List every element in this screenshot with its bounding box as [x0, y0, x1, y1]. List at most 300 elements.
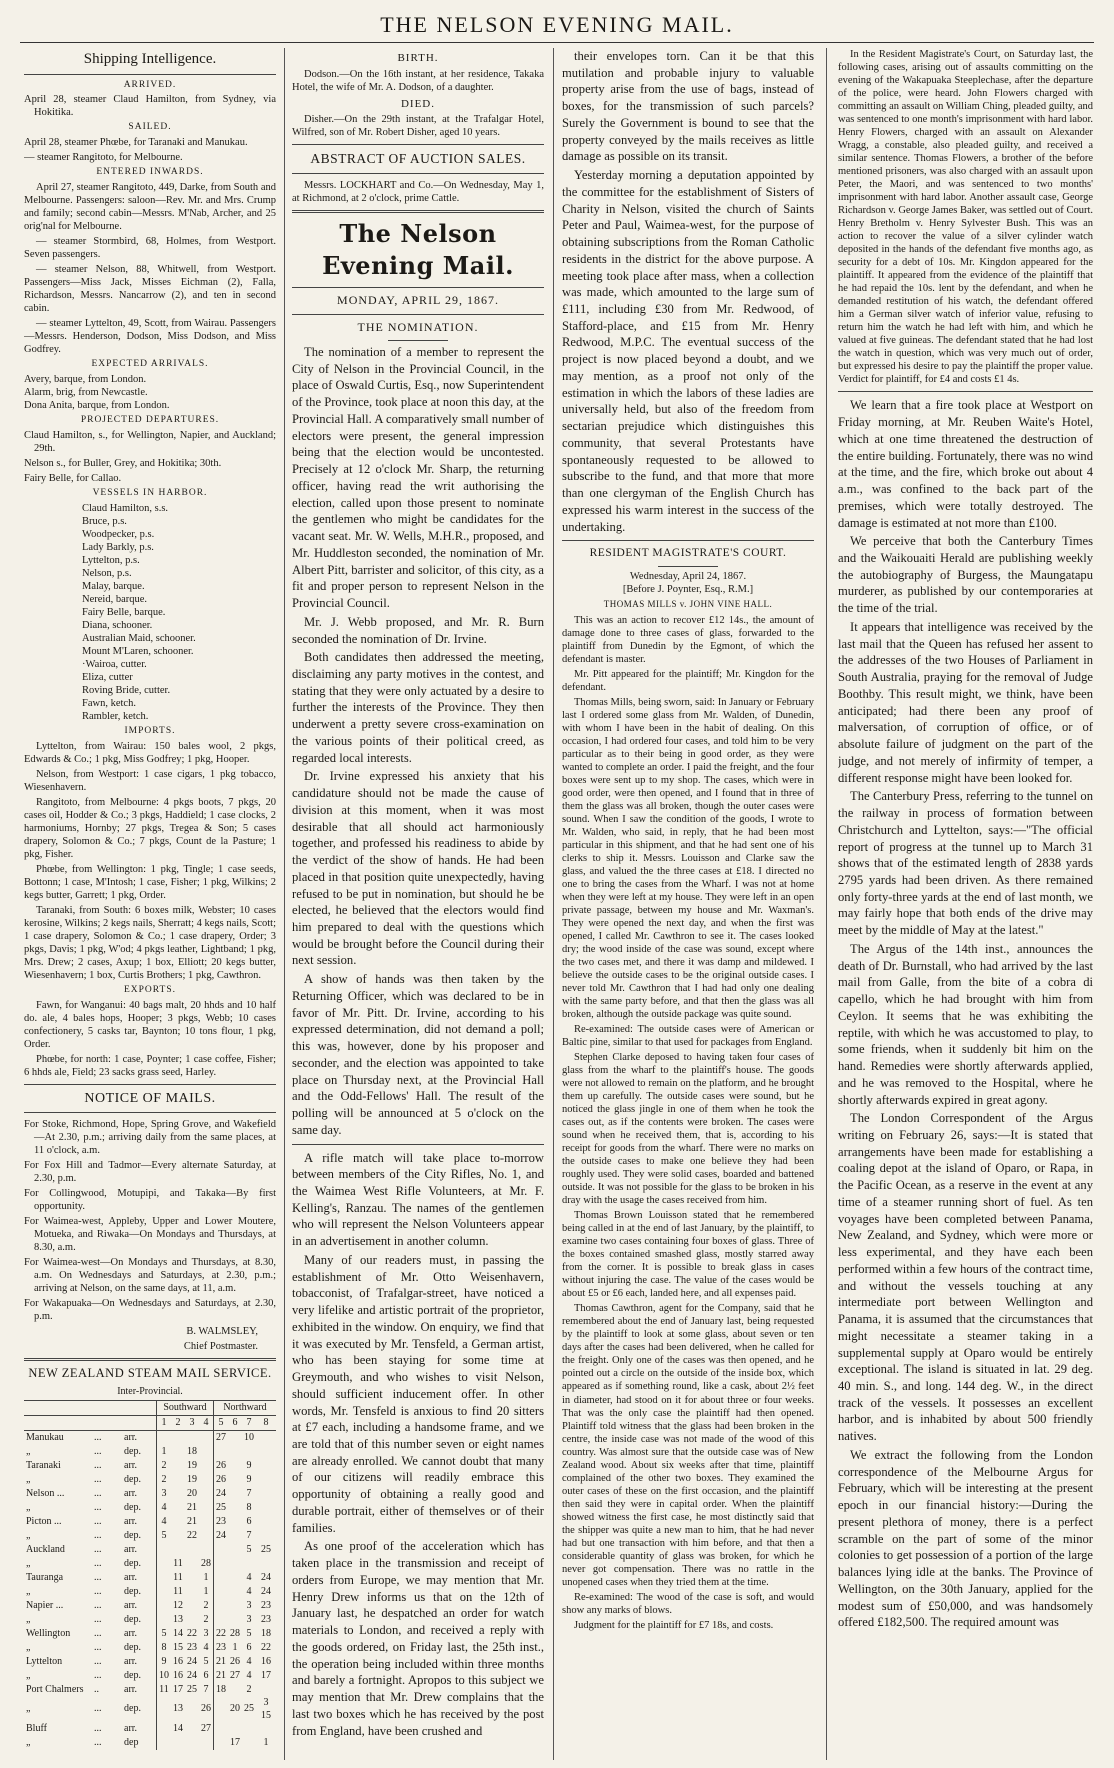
timetable-date-cell: 16 [173, 1656, 183, 1668]
article-paragraph: We extract the following from the London correspondence of the Melbourne Argus for February, which will be interesting at the present epoch in our financial history:—During the present plethora of money, there is a perfect scramble on the part of some of the minor colonies to get possession of a portion of the large balances lying idle at the banks. The Province of Wellington, on the 30th January, applied for the modest sum of £50,000, and was handsomely offered £182,500. The required amount was [838, 1447, 1093, 1630]
article-paragraph: The Argus of the 14th inst., announces the death of Dr. Burnstall, who had arrived by the last mail from Galle, from the bite of a cobra di capello, which he had brought with him from Ceylon. It seems that he was exhibiting the reptile, with which he was accustomed to play, to some friends, when it suddenly bit him on the hand. Remedies were shortly afterwards applied, and he was removed to the Hospital, where he shortly afterwards expired in great agony. [838, 941, 1093, 1107]
timetable-leader: ... [94, 1722, 102, 1734]
column-2 [292, 48, 544, 1760]
vessels-heading: VESSELS IN HARBOR. [92, 487, 208, 498]
timetable-leader: .. [94, 1684, 99, 1696]
timetable-port: Nelson ... [26, 1488, 65, 1500]
court-title: RESIDENT MAGISTRATE'S COURT. [589, 547, 787, 560]
divider [24, 1358, 276, 1361]
timetable-arr-dep: arr. [124, 1656, 138, 1668]
article-paragraph: Mr. J. Webb proposed, and Mr. R. Burn seconded the nomination of Dr. Irvine. [292, 614, 544, 646]
timetable-port: Bluff [26, 1722, 47, 1734]
timetable-date-cell [242, 1557, 256, 1571]
timetable-arr-dep: dep [124, 1736, 139, 1748]
court-paragraph: This was an action to recover £12 14s., the amount of damage done to three cases of glass, forwarded to the plaintiff from Dunedin by the Egmont, of which the defendant is master. [562, 614, 814, 665]
timetable-date-cell: 4 [157, 1501, 172, 1515]
court-date: Wednesday, April 24, 1867. [629, 570, 747, 582]
vessel-item: Mount M'Laren, schooner. [82, 645, 194, 657]
timetable-date-cell: 5 [157, 1529, 172, 1543]
timetable-date-cell: 18 [214, 1683, 229, 1697]
timetable-leader: ... [94, 1572, 102, 1584]
timetable-date-cell [214, 1571, 229, 1585]
timetable-col-num: 5 [214, 1416, 229, 1431]
entered-entry: — steamer Lyttelton, 49, Scott, from Wairau. Passengers—Messrs. Henderson, Dodson, Miss Dodson, and Miss Godfrey. [24, 318, 276, 356]
timetable-date-cell [199, 1487, 214, 1501]
timetable-date-cell: 21 [187, 1502, 197, 1514]
timetable-date-cell [256, 1515, 276, 1529]
timetable-row [24, 1599, 276, 1613]
timetable-date-cell: 26 [230, 1656, 240, 1668]
timetable-date-cell [256, 1722, 276, 1736]
timetable-port: „ [26, 1446, 31, 1458]
vessel-item: Rambler, ketch. [82, 710, 149, 722]
timetable-date-cell: 5 [203, 1656, 209, 1668]
timetable-date-cell [199, 1736, 214, 1750]
timetable-date-cell [242, 1445, 256, 1459]
timetable-row [24, 1557, 276, 1571]
timetable-leader: ... [94, 1614, 102, 1626]
timetable-date-cell [242, 1736, 256, 1750]
divider [562, 540, 814, 541]
timetable-date-cell: 4 [203, 1642, 209, 1654]
death-notice: Disher.—On the 29th instant, at the Trafalgar Hotel, Wilfred, son of Mr. Robert Disher, aged 10 years. [292, 114, 544, 139]
timetable-row [24, 1722, 276, 1736]
timetable-date-cell: 24 [261, 1586, 271, 1598]
timetable-date-cell [214, 1722, 229, 1736]
divider [292, 314, 544, 315]
timetable-body [24, 1431, 276, 1750]
timetable-date-cell: 3 [157, 1487, 172, 1501]
timetable-date-cell [228, 1431, 242, 1446]
timetable-date-cell: 26 [214, 1473, 229, 1487]
timetable-date-cell [171, 1501, 185, 1515]
timetable-date-cell [199, 1473, 214, 1487]
vessel-item: Bruce, p.s. [82, 515, 127, 527]
timetable-arr-dep: dep. [124, 1670, 141, 1682]
timetable-leader: ... [94, 1642, 102, 1654]
timetable-leader: ... [94, 1558, 102, 1570]
sailed-entry: April 28, steamer Phœbe, for Taranaki and Manukau. [24, 137, 248, 149]
timetable-date-cell [214, 1585, 229, 1599]
timetable-col-num: 8 [263, 1417, 269, 1429]
timetable-date-cell: 19 [187, 1460, 197, 1472]
timetable-leader: ... [94, 1600, 102, 1612]
timetable-date-cell: 16 [173, 1670, 183, 1682]
timetable-date-cell: 22 [187, 1628, 197, 1640]
auction-title: ABSTRACT OF AUCTION SALES. [310, 151, 526, 167]
timetable-port: Napier ... [26, 1600, 64, 1612]
timetable-port: Tauranga [26, 1572, 64, 1584]
timetable-arr-dep: dep. [124, 1703, 141, 1715]
timetable-arr-dep: arr. [124, 1488, 138, 1500]
timetable-date-cell: 23 [187, 1642, 197, 1654]
timetable-leader: ... [94, 1628, 102, 1640]
timetable-date-cell: 4 [246, 1656, 252, 1668]
timetable-col-num: 7 [246, 1417, 252, 1429]
projected-entry: Fairy Belle, for Callao. [24, 472, 122, 484]
timetable-row [24, 1431, 276, 1446]
projected-entry: Nelson s., for Buller, Grey, and Hokitika; 30th. [24, 457, 222, 469]
postmaster-name: B. WALMSLEY, [186, 1326, 258, 1338]
timetable-date-cell [214, 1445, 229, 1459]
article-paragraph: The London Correspondent of the Argus writing on February 26, says:—It is stated that arrangements have been made for establishing a coaling depot at the island of Oparo, or Rapa, in the Pacific Ocean, as a reserve in the event at any time of a steamer running short of fuel. As ten voyages have been completed between Panama, New Zealand, and Sydney, which were more or less experimental, and they have each been performed within a few hours of the contract time, and without the vessels touching at any intermediate port between Wellington and Panama, it is assumed that the circumstances that might necessitate a steamer taking in a supplemental supply at Oparo would be entirely exceptional. The island is situated in lat. 29 deg. 40 min. S., and long. 144 deg. W., in the direct track of the vessels. It possesses an excellent harbor, and is inhabited by about 500 friendly natives. [838, 1111, 1093, 1444]
timetable-date-cell: 11 [173, 1586, 183, 1598]
timetable-date-cell: 16 [261, 1656, 271, 1668]
timetable-date-cell [256, 1473, 276, 1487]
timetable-date-cell [199, 1515, 214, 1529]
timetable-date-cell: 15 [173, 1642, 183, 1654]
timetable-date-cell [171, 1445, 185, 1459]
timetable-date-cell: 21 [214, 1655, 229, 1669]
timetable-date-cell [157, 1557, 172, 1571]
timetable-date-cell: 24 [187, 1656, 197, 1668]
timetable-date-cell: 24 [214, 1529, 229, 1543]
divider [388, 340, 448, 341]
timetable-date-cell [228, 1515, 242, 1529]
article-paragraph: Yesterday morning a deputation appointed by the committee for the establishment of Sisters of Charity in Nelson, visited the church of Saints Peter and Paul, Waimea-west, for the purpose of obtaining subscriptions from the Roman Catholic residents in the district for the above purpose. A meeting took place after mass, when a collection was made, which amounted to the large sum of £111, including £30 from Mr. Redwood, of Stafford-place, and £15 from Mr. Henry Redwood, M.P.C. The eventual success of the project is now placed beyond a doubt, and we may mention, as a proof not only of the estimation in which the labors of these ladies are universally held, but also of the freedom from sectarian prejudice which distinguishes this community, that several Protestants have spontaneously requested to be allowed to subscribe to the fund, and that more that more than one clergyman of the English Church has expressed his warm interest in the success of the undertaking. [562, 168, 814, 534]
timetable-date-cell [185, 1543, 199, 1557]
timetable-leader: ... [94, 1736, 102, 1748]
timetable-date-cell [171, 1736, 185, 1750]
timetable-date-cell: 1 [157, 1445, 172, 1459]
northward-header: Northward [214, 1401, 277, 1416]
imports-entry: Nelson, from Westport: 1 case cigars, 1 pkg tobacco, Wiesenhavern. [24, 768, 276, 793]
article-paragraph: We perceive that both the Canterbury Times and the Waikouaiti Herald are publishing weekly the autobiography of Burgess, the Maungatapu murderer, as published by our contemporaries at the time of the trial. [838, 534, 1093, 616]
divider [292, 1144, 544, 1145]
timetable-date-cell [171, 1473, 185, 1487]
timetable-row [24, 1669, 276, 1683]
vessel-item: Nelson, p.s. [82, 567, 132, 579]
timetable-date-cell [157, 1543, 172, 1557]
timetable-date-cell [185, 1585, 199, 1599]
timetable-leader: ... [94, 1530, 102, 1542]
timetable-date-cell: 26 [214, 1459, 229, 1473]
timetable-port: Lyttelton [26, 1656, 63, 1668]
vessel-item: Fawn, ketch. [82, 697, 136, 709]
timetable-port: „ [26, 1474, 31, 1486]
timetable-date-cell [214, 1599, 229, 1613]
timetable-leader: ... [94, 1488, 102, 1500]
mail-entry: For Fox Hill and Tadmor—Every alternate Saturday, at 2.30, p.m. [24, 1160, 276, 1185]
court-paragraph: Mr. Pitt appeared for the plaintiff; Mr. Kingdon for the defendant. [562, 668, 814, 693]
timetable-date-cell [256, 1487, 276, 1501]
timetable-port: „ [26, 1558, 31, 1570]
timetable-date-cell: 21 [187, 1516, 197, 1528]
mail-entry: For Waimea-west—On Mondays and Thursdays, at 8.30, a.m. On Wednesdays and Saturdays, at 2.30, p.m.; arriving at Nelson, on the same days, at 11, a.m. [24, 1257, 276, 1295]
projected-entry: Claud Hamilton, s., for Wellington, Napier, and Auckland; 29th. [24, 429, 276, 454]
postmaster-title: Chief Postmaster. [183, 1341, 258, 1353]
timetable-leader: ... [94, 1432, 102, 1444]
timetable-arr-dep: arr. [124, 1516, 138, 1528]
arrived-heading: ARRIVED. [123, 79, 177, 90]
timetable-port: „ [26, 1614, 31, 1626]
timetable-date-cell [214, 1557, 229, 1571]
timetable-date-cell [228, 1543, 242, 1557]
timetable-date-cell: 17 [261, 1670, 271, 1682]
expected-heading: EXPECTED ARRIVALS. [91, 359, 209, 370]
timetable-date-cell [256, 1445, 276, 1459]
timetable-date-cell: 17 [173, 1684, 183, 1696]
timetable-date-cell [228, 1585, 242, 1599]
timetable-date-cell: 25 [244, 1703, 254, 1715]
divider [292, 210, 544, 213]
timetable-date-cell: 2 [203, 1600, 209, 1612]
timetable-date-cell: 8 [157, 1641, 172, 1655]
timetable-date-cell [157, 1599, 172, 1613]
exports-heading: EXPORTS. [123, 984, 177, 995]
timetable-date-cell [256, 1529, 276, 1543]
timetable-date-cell: 14 [173, 1722, 183, 1734]
timetable-arr-dep: arr. [124, 1572, 138, 1584]
timetable-date-cell: 13 [173, 1614, 183, 1626]
timetable-date-cell [157, 1722, 172, 1736]
timetable-date-cell: 18 [187, 1446, 197, 1458]
timetable-date-cell: 20 [230, 1703, 240, 1715]
timetable-port: Taranaki [26, 1460, 61, 1472]
timetable-date-cell: 4 [157, 1515, 172, 1529]
timetable-date-cell: 5 [246, 1544, 252, 1556]
timetable-date-cell: 10 [244, 1432, 254, 1444]
vessel-item: ·Wairoa, cutter. [82, 658, 147, 670]
timetable-arr-dep: arr. [124, 1600, 138, 1612]
projected-heading: PROJECTED DEPARTURES. [80, 414, 220, 425]
entered-heading: ENTERED INWARDS. [96, 167, 204, 178]
timetable-port: „ [26, 1670, 31, 1682]
timetable-arr-dep: dep. [124, 1558, 141, 1570]
birth-notice: Dodson.—On the 16th instant, at her residence, Takaka Hotel, the wife of Mr. A. Dodson, of a daughter. [292, 68, 544, 93]
timetable-date-cell: 1 [263, 1736, 269, 1748]
timetable-date-cell: 22 [214, 1627, 229, 1641]
court-paragraph: Thomas Brown Louisson stated that he remembered being called in at the end of last January, by the plaintiff, to examine two cases containing four boxes of glass. Three of the boxes contained smashed glass, mostly starred away from the corner. It is possible to break glass in cases without injuring the case. The value of the cases would be about £5 or £6 each, landed here, and all expenses paid. [562, 1210, 814, 1300]
exports-entry: Phœbe, for north: 1 case, Poynter; 1 case coffee, Fisher; 6 hhds ale, Field; 23 sacks grass seed, Harley. [24, 1053, 276, 1078]
timetable-date-cell: 19 [187, 1474, 197, 1486]
timetable-date-cell [171, 1459, 185, 1473]
timetable-date-cell [228, 1557, 242, 1571]
timetable-leader: ... [94, 1474, 102, 1486]
divider [658, 566, 718, 567]
timetable-date-cell [214, 1697, 229, 1722]
vessel-item: Fairy Belle, barque. [82, 606, 166, 618]
column-divider [826, 48, 827, 1760]
died-heading: DIED. [400, 97, 436, 110]
divider [292, 287, 544, 288]
timetable-date-cell [199, 1543, 214, 1557]
timetable-port: Picton ... [26, 1516, 62, 1528]
timetable-port: „ [26, 1530, 31, 1542]
court-paragraph: Re-examined: The wood of the case is soft, and would show any marks of blows. [562, 1591, 814, 1616]
timetable-date-cell: 9 [246, 1474, 252, 1486]
timetable-date-cell: 5 [157, 1627, 172, 1641]
timetable-port: „ [26, 1703, 31, 1715]
birth-heading: BIRTH. [397, 52, 439, 64]
timetable-date-cell: 1 [203, 1572, 209, 1584]
timetable-row [24, 1655, 276, 1669]
column-divider [284, 48, 285, 1760]
timetable-port: Auckland [26, 1544, 65, 1556]
timetable-date-cell: 1 [232, 1642, 238, 1654]
timetable-date-cell [256, 1431, 276, 1446]
timetable-date-cell: 7 [246, 1488, 252, 1500]
timetable-arr-dep: dep. [124, 1530, 141, 1542]
court-case-title: THOMAS MILLS v. JOHN VINE HALL. [603, 598, 773, 609]
entered-entry: April 27, steamer Rangitoto, 449, Darke, from South and Melbourne. Passengers: saloon—Rev. Mr. and Mrs. Crump and family; second cabin—Messrs. M'Nab, Archer, and 25 orig'nal for Melbourne. [24, 181, 276, 232]
court-report: In the Resident Magistrate's Court, on Saturday last, the following cases, arising out of assaults committing on the evening of the Wakapuaka Steeplechase, after the departure of the police, were heard. John Flowers charged with committing an assault on William Ching, pleaded guilty, and was sentenced to one month's imprisonment with hard labor. Henry Flowers, charged with an assault on Alexander Wragg, a constable, also pleaded guilty, and received a similar sentence. Thomas Flowers, a brother of the before mentioned prisoners, was also charged with an assault upon Peter, the Maori, and was sentenced to two months' imprisonment with hard labor. Another assault case, George Richardson v. George James Baker, was settled out of Court. Henry Bretholm v. Henry Sylvester Bush. This was an action to recover the value of a silver cylinder watch deposited in the hands of the defendant five months ago, as security for a debt of 10s. Mr. Kingdon appeared for the plaintiff. It appeared from the evidence of the plaintiff that he had repaid the 10s. lent by the defendant, and when he demanded restitution of his watch, the defendant offered him a German silver watch of inferior value, refusing to return him the watch he had left with him, and which he valued at five guineas. The defendant stated that he had lost the watch in question, which was very much out of order, but expressed his desire to pay the plaintiff the proper value. Verdict for plaintiff, for £4 and costs £1 4s. [838, 49, 1093, 386]
timetable-row [24, 1585, 276, 1599]
timetable-port: „ [26, 1502, 31, 1514]
timetable-date-cell [171, 1487, 185, 1501]
timetable-date-cell: 6 [203, 1670, 209, 1682]
entered-entry: — steamer Stormbird, 68, Holmes, from Westport. Seven passengers. [24, 236, 276, 261]
timetable-date-cell: 6 [246, 1516, 252, 1528]
timetable-date-cell [185, 1736, 199, 1750]
timetable-date-cell: 23 [214, 1515, 229, 1529]
mail-entry: For Collingwood, Motupipi, and Takaka—By first opportunity. [24, 1188, 276, 1213]
timetable-port: Port Chalmers [26, 1684, 84, 1696]
auction-entry: Messrs. LOCKHART and Co.—On Wednesday, May 1, at Richmond, at 2 o'clock, prime Cattle. [292, 180, 544, 205]
timetable-date-cell: 28 [201, 1558, 211, 1570]
timetable-row [24, 1627, 276, 1641]
article-paragraph: Both candidates then addressed the meeting, disclaiming any party motives in the contest, and stating that they were only actuated by a desire to further the interests of the Province. They then underwent a pretty severe cross-examination on the various points of their political creed, as regarded local interests. [292, 650, 544, 765]
divider [292, 144, 544, 145]
vessel-item: Eliza, cutter [82, 671, 133, 683]
timetable-date-cell [199, 1431, 214, 1446]
timetable-leader: ... [94, 1670, 102, 1682]
vessel-item: Nereid, barque. [82, 593, 148, 605]
timetable-col-num: 6 [232, 1417, 238, 1429]
timetable-date-cell: 17 [230, 1736, 240, 1748]
shipping-title: Shipping Intelligence. [83, 51, 217, 67]
timetable-date-cell [157, 1585, 172, 1599]
timetable-arr-dep: arr. [124, 1544, 138, 1556]
timetable-row [24, 1501, 276, 1515]
imports-entry: Taranaki, from South: 6 boxes milk, Webster; 10 cases kerosine, Wilkins; 2 kegs nails, Sherratt; 4 kegs nails, Scott; 1 case drapery, Solomon & Co.; 1 case drapery, Order; 3 pkgs, Davis; 1 pkg, W'od; 4 pkgs leather, Lightband; 1 pkg, Mrs. Drew; 2 cases, Axup; 1 box, Elliott; 20 kegs butter, Wiesenhavern; 1 box, Curtis Brothers; 1 pkg, Cawthron. [24, 904, 276, 981]
divider [292, 173, 544, 174]
timetable-port: „ [26, 1642, 31, 1654]
timetable-date-cell [171, 1515, 185, 1529]
vessels-list [24, 502, 276, 723]
timetable-date-cell: 1 [203, 1586, 209, 1598]
imports-entry: Rangitoto, from Melbourne: 4 pkgs boots, 7 pkgs, 20 cases oil, Hodder & Co.; 3 pkgs, Haddield; 1 case clocks, 2 harmoniums, Hornby; 27 pkgs, Tregea & Son; 5 cases drapery, Solomon & Co.; 7 pkgs, Count de la Pasture; 1 pkg, Fisher. [24, 796, 276, 860]
timetable-date-cell [228, 1683, 242, 1697]
timetable-date-cell: 23 [214, 1641, 229, 1655]
timetable-date-cell: 26 [201, 1703, 211, 1715]
steam-mail-subtitle: Inter-Provincial. [117, 1385, 183, 1397]
timetable-date-cell [171, 1431, 185, 1446]
timetable-date-cell: 27 [201, 1722, 211, 1734]
timetable-date-cell [157, 1736, 172, 1750]
divider [838, 391, 1093, 392]
timetable-date-cell: 28 [230, 1628, 240, 1640]
timetable-date-cell: 8 [246, 1502, 252, 1514]
timetable-row [24, 1543, 276, 1557]
timetable-date-cell: 4 [246, 1586, 252, 1598]
court-paragraph: Thomas Cawthron, agent for the Company, said that he remembered about the end of January last, being requested by the plaintiff to look at some glass, about seven or ten days after the cases had been delivered, when he called for the freight. Only one of the cases was then opened, and he pointed out a circle on the outside of the inside box, which appeared as if something round, like a cask, about 2½ feet in diameter, had stood on it for about three or four weeks. That was the only case the plaintiff had then opened. Plaintiff told witness that the glass had been broken in the centre, the inside case was not made of the wood of this country. Was almost sure that the outside case was of New Zealand wood. About six weeks after that time, plaintiff complained of the other two boxes. They examined the outer cases of these on the first occasion, and the plaintiff then said they were in capital order. When the plaintiff showed witness the first case, he most distinctly said that the shipper was quite a new man to him, that he had never had but one transaction with him before, and that then a considerable quantity of glass was broken, for which he never got compensation. There was no rattle in the unopened cases when they tried them at the time. [562, 1303, 814, 1588]
timetable-port: „ [26, 1736, 31, 1748]
timetable-date-cell: 24 [214, 1487, 229, 1501]
timetable-row [24, 1445, 276, 1459]
timetable-leader: ... [94, 1703, 102, 1715]
column-divider [553, 48, 554, 1760]
timetable-arr-dep: dep. [124, 1642, 141, 1654]
timetable-date-cell: 4 [246, 1670, 252, 1682]
timetable-date-cell [228, 1571, 242, 1585]
timetable-date-cell [228, 1599, 242, 1613]
timetable-date-cell [157, 1571, 172, 1585]
timetable-arr-dep: dep. [124, 1502, 141, 1514]
court-before: [Before J. Poynter, Esq., R.M.] [622, 583, 754, 595]
nameplate: The Nelson Evening Mail. [322, 219, 514, 281]
timetable-date-cell: 11 [173, 1572, 183, 1584]
expected-entry: Avery, barque, from London. [24, 373, 147, 385]
timetable-col-num: 3 [189, 1417, 195, 1429]
vessel-item: Claud Hamilton, s.s. [82, 502, 169, 514]
vessel-item: Australian Maid, schooner. [82, 632, 196, 644]
timetable-arr-dep: arr. [124, 1432, 138, 1444]
timetable-date-cell [157, 1613, 172, 1627]
expected-entry: Alarm, brig, from Newcastle. [24, 386, 148, 398]
imports-heading: IMPORTS. [124, 725, 176, 736]
timetable-date-cell [185, 1557, 199, 1571]
vessel-item: Lady Barkly, p.s. [82, 541, 154, 553]
timetable-row [24, 1683, 276, 1697]
timetable-date-cell: 3 [246, 1600, 252, 1612]
imports-entry: Lyttelton, from Wairau: 150 bales wool, 2 pkgs, Edwards & Co.; 1 pkg, Miss Godfrey; 1 pkg, Hooper. [24, 740, 276, 765]
timetable-date-cell [256, 1459, 276, 1473]
timetable-row [24, 1736, 276, 1750]
timetable-arr-dep: arr. [124, 1460, 138, 1472]
timetable-date-cell: 23 [261, 1614, 271, 1626]
timetable-leader: ... [94, 1446, 102, 1458]
mail-entry: For Stoke, Richmond, Hope, Spring Grove, and Wakefield—At 2.30, p.m.; arriving daily from the same places, at 11 o'clock, a.m. [24, 1119, 276, 1157]
article-paragraph: Dr. Irvine expressed his anxiety that his candidature should not be made the cause of division at this moment, when it was most desirable that all should act harmoniously together, and professed his readiness to abide by the verdict of the show of hands. He had been placed in that position quite unexpectedly, having refused to be put in nomination, but should he be elected, he believed that the electors would find him prepared to deal with the questions which would be brought before the Council during their next session. [292, 769, 544, 968]
timetable-leader: ... [94, 1586, 102, 1598]
timetable-date-cell [228, 1501, 242, 1515]
timetable-date-cell [185, 1722, 199, 1736]
timetable-row [24, 1571, 276, 1585]
steam-timetable [24, 1400, 276, 1750]
timetable-date-cell: 22 [261, 1642, 271, 1654]
timetable-leader: ... [94, 1544, 102, 1556]
timetable-date-cell [228, 1529, 242, 1543]
timetable-date-cell: 24 [261, 1572, 271, 1584]
divider [24, 1084, 276, 1085]
timetable-date-cell: 22 [187, 1530, 197, 1542]
timetable-arr-dep: dep. [124, 1446, 141, 1458]
timetable-date-cell: 3 [246, 1614, 252, 1626]
court-paragraph: Judgment for the plaintiff for £7 18s, and costs. [574, 1619, 774, 1631]
article-paragraph: their envelopes torn. Can it be that this mutilation and probable injury to valuable property arise from the use of bags, instead of boxes, for the transmission of such parcels? Surely the Government is bound to see that the property conveyed by the mails receives as little damage as possible on its transit. [562, 49, 814, 164]
timetable-date-cell: 11 [157, 1683, 172, 1697]
vessel-item: Malay, barque. [82, 580, 145, 592]
arrived-entry: April 28, steamer Claud Hamilton, from Sydney, via Hokitika. [24, 94, 276, 119]
vessel-item: Woodpecker, p.s. [82, 528, 155, 540]
timetable-leader: ... [94, 1502, 102, 1514]
timetable-date-cell [214, 1543, 229, 1557]
timetable-date-cell: 25 [214, 1501, 229, 1515]
timetable-date-cell: 6 [246, 1642, 252, 1654]
timetable-port: „ [26, 1586, 31, 1598]
timetable-date-cell: 24 [187, 1670, 197, 1682]
timetable-port: Wellington [26, 1628, 71, 1640]
timetable-date-cell [228, 1722, 242, 1736]
timetable-date-cell: 25 [187, 1684, 197, 1696]
timetable-date-cell: 14 [173, 1628, 183, 1640]
article-paragraph: A show of hands was then taken by the Returning Officer, which was declared to be in favor of Mr. Pitt. Dr. Irvine, according to his expressed determination, did not demand a poll; this was, however, done by his proposer and seconder, and the election was appointed to take place on Thursday next, at the Provincial Hall and the Odd-Fellows' Hall. The result of the polling will be announced at 5 o'clock on the same day. [292, 972, 544, 1137]
timetable-col-num: 4 [203, 1417, 209, 1429]
mail-entry: For Wakapuaka—On Wednesdays and Saturdays, at 2.30, p.m. [24, 1298, 276, 1323]
steam-mail-title: NEW ZEALAND STEAM MAIL SERVICE. [28, 1366, 272, 1381]
timetable-arr-dep: dep. [124, 1614, 141, 1626]
